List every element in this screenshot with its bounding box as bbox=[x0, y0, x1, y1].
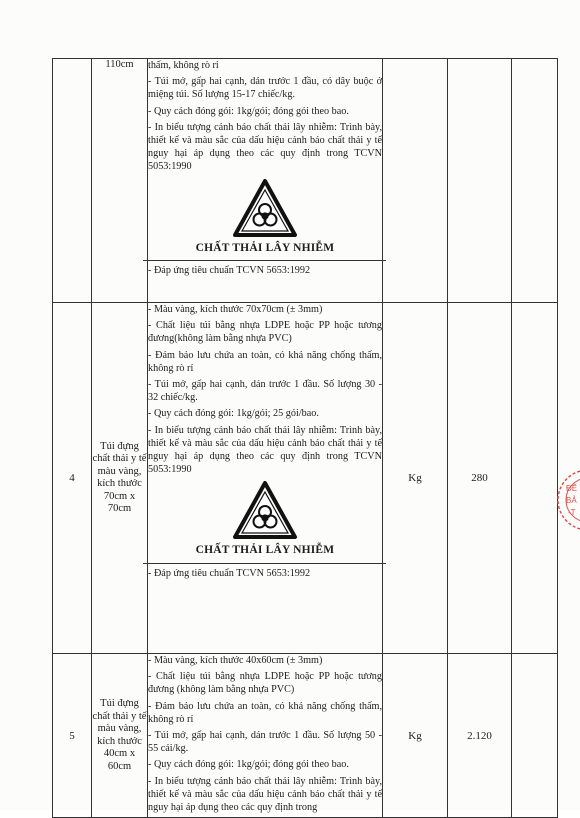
table-row bbox=[53, 303, 558, 654]
red-seal-stamp bbox=[552, 455, 580, 545]
svg-text:-T: -T bbox=[568, 508, 576, 517]
description-line: - Túi mở, gấp hai cạnh, dán trước 1 đầu. Số lượng 50 - 55 cái/kg. bbox=[148, 730, 382, 755]
empty-cell bbox=[512, 303, 558, 654]
standard-note: - Đáp ứng tiêu chuẩn TCVN 5653:1992 bbox=[143, 260, 386, 278]
item-description bbox=[148, 654, 383, 818]
table-row bbox=[53, 654, 558, 818]
item-name: Túi đựng chất thải y tế màu vàng, kích thước 70cm x 70cm bbox=[92, 303, 148, 654]
description-line: - Màu vàng, kích thước 70x70cm (± 3mm) bbox=[148, 304, 323, 315]
row-number: 4 bbox=[53, 303, 92, 654]
description-line: - Túi mở, gấp hai cạnh, dán trước 1 đầu, có dây buộc ở miệng túi. Số lượng 15-17 chiếc/kg. bbox=[148, 76, 382, 101]
row-number: 5 bbox=[53, 654, 92, 818]
biohazard-icon bbox=[232, 480, 298, 540]
description-line: - In biểu tượng cảnh báo chất thải lây nhiễm: Trình bày, thiết kế và màu sắc của dấu hiệu cảnh báo chất thải y tế nguy hại áp dụng theo các quy định trong bbox=[148, 775, 382, 814]
description-line: - In biểu tượng cảnh báo chất thải lây nhiễm: Trình bày, thiết kế và màu sắc của dấu hiệu cảnh báo chất thải y tế nguy hại áp dụng theo các quy định trong TCVN 5053:1990 bbox=[148, 121, 382, 173]
unit-cell: Kg bbox=[383, 654, 448, 818]
description-line: - Chất liệu túi bằng nhựa LDPE hoặc PP hoặc tương đương (không làm bằng nhựa PVC) bbox=[148, 671, 382, 696]
description-line: thấm, không rò rỉ bbox=[148, 60, 219, 71]
item-name: Túi đựng chất thải y tế màu vàng, kích thước 40cm x 60cm bbox=[92, 654, 148, 818]
empty-cell bbox=[512, 654, 558, 818]
description-line: - Đảm bảo lưu chứa an toàn, có khả năng chống thấm, không rò rỉ bbox=[148, 700, 382, 725]
unit-cell bbox=[383, 59, 448, 303]
description-line: - Đảm bảo lưu chứa an toàn, có khả năng chống thấm, không rò rỉ bbox=[148, 349, 382, 374]
table-row bbox=[53, 59, 558, 303]
item-description bbox=[148, 59, 383, 303]
unit-cell: Kg bbox=[383, 303, 448, 654]
description-line: - In biểu tượng cảnh báo chất thải lây nhiễm: Trình bày, thiết kế và màu sắc của dấu hiệu cảnh báo chất thải y tế nguy hại áp dụng theo các quy định trong TCVN 5053:1990 bbox=[148, 424, 382, 476]
description-line: - Quy cách đóng gói: 1kg/gói; đóng gói theo bao. bbox=[148, 105, 349, 117]
biohazard-icon bbox=[232, 178, 298, 238]
item-description bbox=[148, 303, 383, 654]
item-name: 110cm bbox=[92, 59, 148, 303]
quantity-cell: 2.120 bbox=[448, 654, 512, 818]
specification-table bbox=[52, 58, 558, 818]
warning-banner: CHẤT THẢI LÂY NHIỄM bbox=[195, 544, 335, 557]
svg-text:ĐẾ: ĐẾ bbox=[566, 484, 578, 493]
quantity-cell: 280 bbox=[448, 303, 512, 654]
row-number bbox=[53, 59, 92, 303]
empty-cell bbox=[512, 59, 558, 303]
warning-banner: CHẤT THẢI LÂY NHIỄM bbox=[195, 241, 335, 254]
standard-note: - Đáp ứng tiêu chuẩn TCVN 5653:1992 bbox=[143, 563, 386, 581]
description-line: - Chất liệu túi bằng nhựa LDPE hoặc PP hoặc tương đương(không làm bằng nhựa PVC) bbox=[148, 320, 382, 345]
description-line: - Màu vàng, kích thước 40x60cm (± 3mm) bbox=[148, 655, 323, 666]
description-line: - Quy cách đóng gói: 1kg/gói; 25 gói/bao. bbox=[148, 408, 319, 420]
quantity-cell bbox=[448, 59, 512, 303]
description-line: - Túi mở, gấp hai cạnh, dán trước 1 đầu. Số lượng 30 - 32 chiếc/kg. bbox=[148, 379, 382, 404]
description-line: - Quy cách đóng gói: 1kg/gói; đóng gói theo bao. bbox=[148, 759, 349, 771]
svg-text:BẢ: BẢ bbox=[566, 496, 577, 505]
